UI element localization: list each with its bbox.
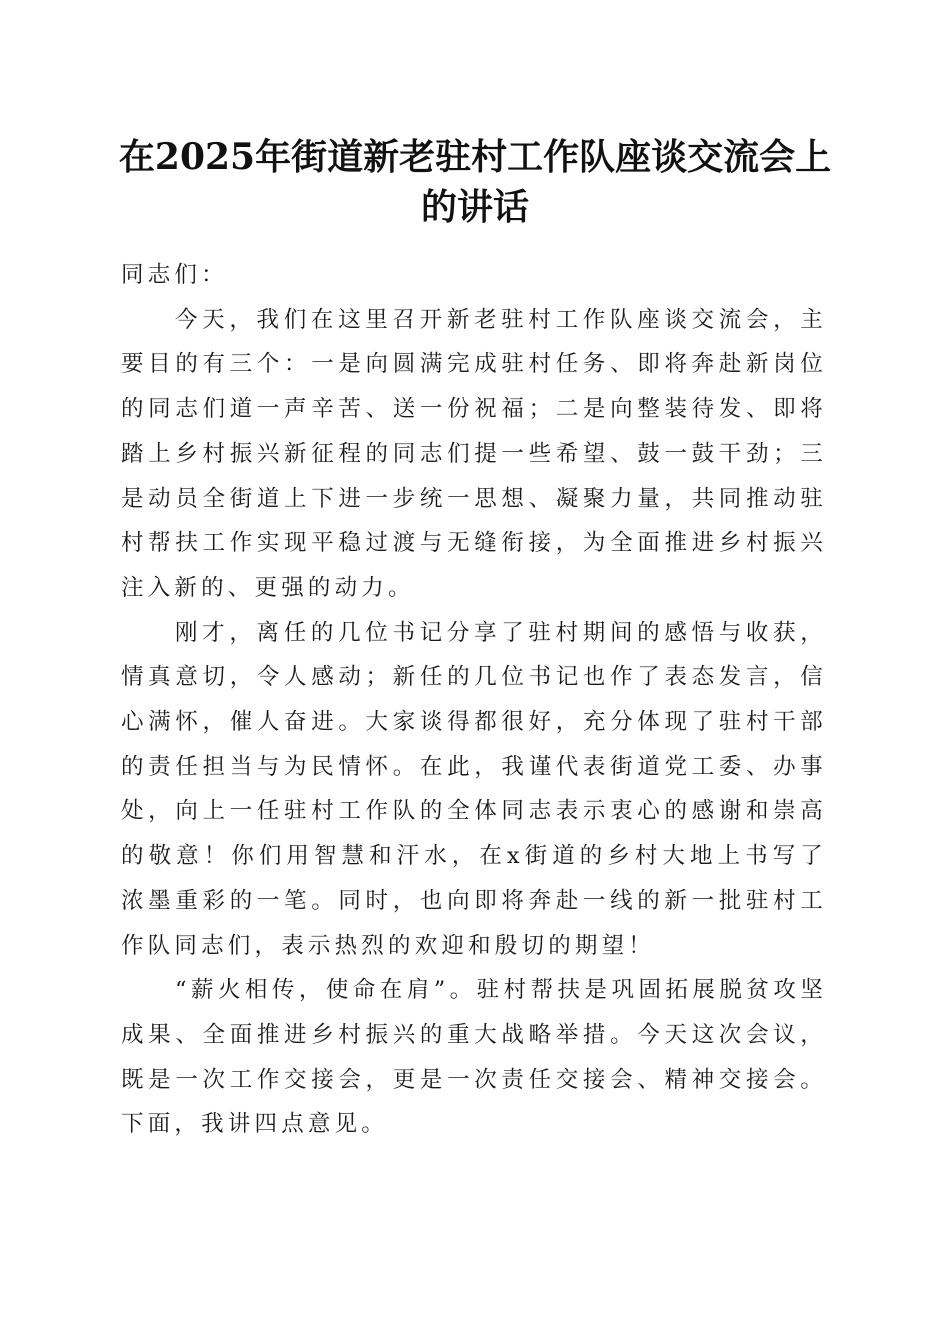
salutation: 同志们： (121, 262, 228, 288)
document-body (121, 253, 827, 1147)
paragraph-2: 刚才，离任的几位书记分享了驻村期间的感悟与收获，情真意切，令人感动；新任的几位书记也作了表态发言，信心满怀，催人奋进。大家谈得都很好，充分体现了驻村干部的责任担当与为民情怀。在此，我谨代表街道党工委、办事处，向上一任驻村工作队的全体同志表示衷心的感谢和崇高的敬意！你们用智慧和汗水，在x街道的乡村大地上书写了浓墨重彩的一笔。同时，也向即将奔赴一线的新一批驻村工作队同志们，表示热烈的欢迎和殷切的期望！ (121, 619, 827, 959)
paragraph-1: 今天，我们在这里召开新老驻村工作队座谈交流会，主要目的有三个：一是向圆满完成驻村任务、即将奔赴新岗位的同志们道一声辛苦、送一份祝福；二是向整装待发、即将踏上乡村振兴新征程的同志们提一些希望、鼓一鼓干劲；三是动员全街道上下进一步统一思想、凝聚力量，共同推动驻村帮扶工作实现平稳过渡与无缝衔接，为全面推进乡村振兴注入新的、更强的动力。 (121, 306, 827, 601)
document-title: 在2025年街道新老驻村工作队座谈交流会上的讲话 (118, 136, 832, 228)
paragraph-3: “薪火相传，使命在肩”。驻村帮扶是巩固拓展脱贫攻坚成果、全面推进乡村振兴的重大战略举措。今天这次会议，既是一次工作交接会，更是一次责任交接会、精神交接会。下面，我讲四点意见。 (121, 977, 827, 1138)
